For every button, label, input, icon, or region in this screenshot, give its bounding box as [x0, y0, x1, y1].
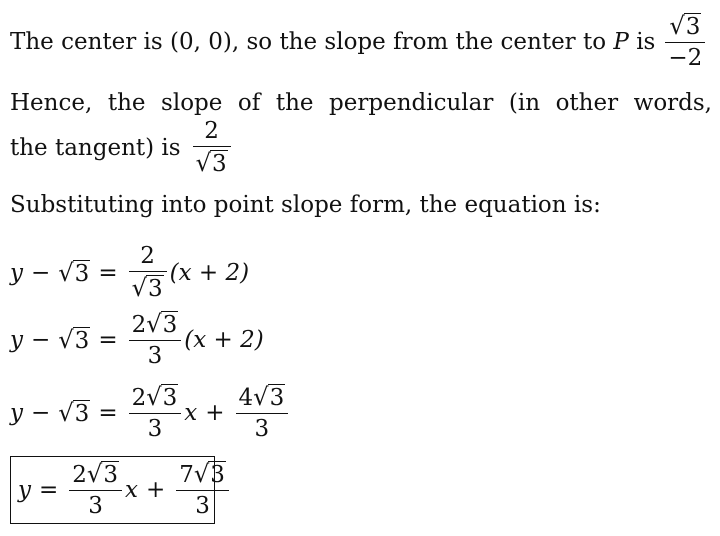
equals-sign: =	[98, 260, 118, 286]
equals-sign: =	[98, 327, 118, 353]
eq2-tail: (x + 2)	[184, 327, 264, 353]
final-den: 3	[88, 493, 103, 519]
lhs-var: y	[10, 327, 23, 353]
intro-is: is	[628, 29, 656, 55]
final-lhs-var: y	[18, 477, 31, 503]
point-p: P	[613, 29, 629, 55]
tangent-slope-num: 2	[193, 120, 231, 147]
tangent-slope-radicand: 3	[211, 151, 227, 177]
final-den2: 3	[195, 493, 210, 519]
plus-sign: +	[145, 477, 166, 503]
lhs-var: y	[10, 400, 23, 426]
lhs-radicand: 3	[74, 401, 90, 427]
intro-middle: , so the slope from the center to	[231, 29, 614, 55]
plus-sign: +	[205, 400, 225, 426]
eq2-num-coef: 2	[131, 312, 147, 338]
eq2-num-radicand: 3	[162, 312, 178, 338]
slope-fraction	[665, 14, 705, 70]
equals-sign: =	[98, 400, 118, 426]
eq3-num-coef: 2	[131, 385, 147, 411]
sqrt-symbol: √3	[86, 460, 118, 488]
final-num2-radicand: 3	[210, 462, 225, 488]
center-point: (0, 0)	[170, 29, 232, 55]
sqrt-symbol: √3	[58, 399, 90, 427]
eq1-den-radicand: 3	[147, 276, 163, 302]
sqrt-symbol: √3	[253, 383, 285, 411]
hence-line-2	[10, 120, 234, 176]
intro-line	[10, 14, 708, 70]
eq3-num2-coef: 4	[238, 385, 254, 411]
eq3-num2-radicand: 3	[269, 385, 285, 411]
slope-num-radicand: 3	[685, 14, 701, 40]
eq2-den: 3	[147, 343, 163, 369]
final-fraction-2	[176, 462, 229, 518]
sqrt-symbol: √3	[58, 326, 90, 354]
final-num2-coef: 7	[179, 462, 194, 488]
hence-line-1: Hence, the slope of the perpendicular (in other words,	[10, 90, 712, 116]
equals-sign: =	[39, 477, 59, 503]
final-fraction-1	[69, 462, 122, 518]
minus-sign: −	[31, 400, 51, 426]
eq3-fraction-2	[236, 385, 289, 441]
sqrt-symbol: √3	[195, 149, 227, 177]
intro-prefix: The center is	[10, 29, 171, 55]
hence-prefix: the tangent) is	[10, 135, 181, 161]
lhs-var: y	[10, 260, 23, 286]
sqrt-symbol: √3	[146, 383, 178, 411]
eq3-fraction-1	[129, 385, 182, 441]
eq2-fraction	[129, 312, 182, 368]
equation-1	[10, 245, 249, 301]
minus-sign: −	[31, 260, 51, 286]
sqrt-symbol: √3	[58, 259, 90, 287]
eq3-num-radicand: 3	[162, 385, 178, 411]
lhs-radicand: 3	[74, 328, 90, 354]
equation-3	[10, 385, 291, 441]
sqrt-symbol: √3	[146, 310, 178, 338]
minus-sign: −	[31, 327, 51, 353]
eq3-var: x	[184, 400, 198, 426]
substituting-line: Substituting into point slope form, the equation is:	[10, 192, 601, 218]
sqrt-symbol: √3	[131, 274, 163, 302]
eq3-den: 3	[147, 416, 163, 442]
final-num-radicand: 3	[103, 462, 118, 488]
final-num-coef: 2	[72, 462, 87, 488]
sqrt-symbol: √3	[669, 12, 701, 40]
final-var: x	[124, 477, 138, 503]
eq3-den2: 3	[254, 416, 270, 442]
final-equation	[18, 462, 232, 518]
tangent-slope-fraction	[193, 120, 231, 176]
lhs-radicand: 3	[74, 261, 90, 287]
eq1-num: 2	[129, 245, 167, 272]
slope-den: −2	[668, 45, 703, 71]
eq1-tail: (x + 2)	[169, 260, 250, 286]
equation-2	[10, 312, 264, 368]
eq1-fraction	[129, 245, 167, 301]
sqrt-symbol: √3	[193, 460, 225, 488]
